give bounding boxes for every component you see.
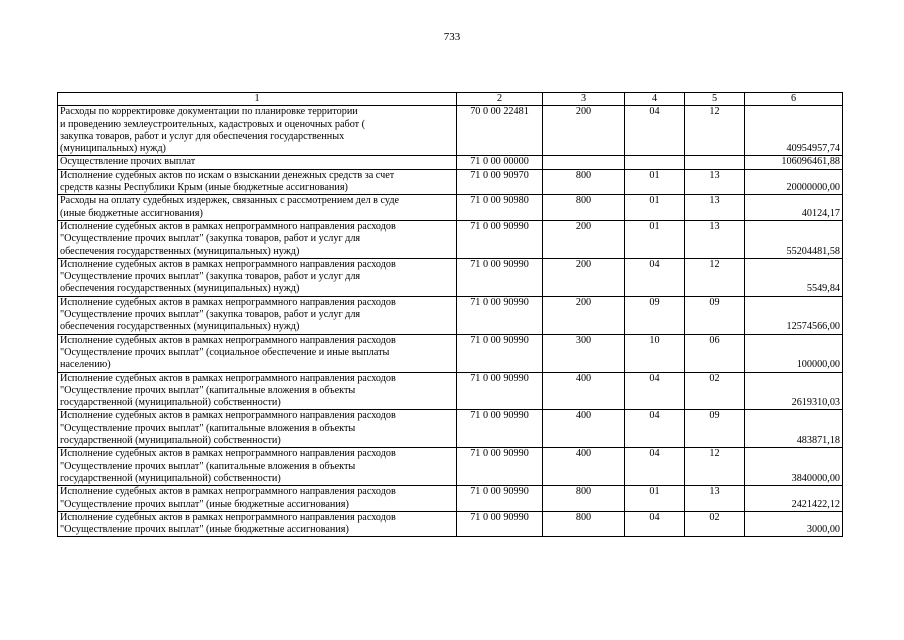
amount: 5549,84 [745, 258, 843, 296]
subsection-code: 09 [685, 410, 745, 448]
description-line: "Осуществление прочих выплат" (закупка товаров, работ и услуг для [60, 309, 361, 321]
description-line: средств казны Республики Крым (иные бюджетные ассигнования) [60, 182, 348, 194]
table-row [58, 372, 843, 410]
section-code: 04 [625, 258, 685, 296]
section-code: 04 [625, 448, 685, 486]
section-code: 01 [625, 486, 685, 512]
description-line: Осуществление прочих выплат [60, 156, 196, 168]
description-line: Исполнение судебных актов по искам о взыскании денежных средств за счет [60, 169, 395, 181]
header-cell-4: 4 [625, 93, 685, 106]
description-line: "Осуществление прочих выплат" (закупка товаров, работ и услуг для [60, 271, 361, 283]
subsection-code: 02 [685, 511, 745, 537]
section-code: 04 [625, 410, 685, 448]
subsection-code: 09 [685, 296, 745, 334]
description-line: "Осуществление прочих выплат" (капитальные вложения в объекты [60, 460, 356, 472]
description-line: обеспечения государственных (муниципальных) нужд) [60, 245, 300, 257]
table-row [58, 448, 843, 486]
description-line: Исполнение судебных актов в рамках непрограммного направления расходов [60, 372, 396, 384]
description-line: Исполнение судебных актов в рамках непрограммного направления расходов [60, 334, 396, 346]
target-article-code: 71 0 00 90990 [457, 448, 543, 486]
target-article-code: 71 0 00 90990 [457, 372, 543, 410]
amount: 483871,18 [745, 410, 843, 448]
expense-type-code [543, 156, 625, 169]
expense-description [58, 372, 457, 410]
description-line: Расходы по корректировке документации по планировке территории [60, 106, 358, 118]
target-article-code: 71 0 00 90980 [457, 195, 543, 221]
table-row [58, 296, 843, 334]
subsection-code: 13 [685, 169, 745, 195]
description-line: Расходы на оплату судебных издержек, связанных с рассмотрением дел в суде [60, 195, 400, 207]
description-line: "Осуществление прочих выплат" (иные бюджетные ассигнования) [60, 524, 349, 536]
table-row [58, 410, 843, 448]
description-line: Исполнение судебных актов в рамках непрограммного направления расходов [60, 448, 396, 460]
target-article-code: 71 0 00 90990 [457, 296, 543, 334]
table-row [58, 156, 843, 169]
expense-description [58, 296, 457, 334]
amount: 2421422,12 [745, 486, 843, 512]
section-code: 01 [625, 169, 685, 195]
expense-type-code: 800 [543, 486, 625, 512]
expense-type-code: 400 [543, 372, 625, 410]
target-article-code: 71 0 00 90990 [457, 220, 543, 258]
expense-type-code: 400 [543, 410, 625, 448]
description-line: Исполнение судебных актов в рамках непрограммного направления расходов [60, 296, 396, 308]
expense-description [58, 156, 457, 169]
expense-type-code: 400 [543, 448, 625, 486]
expense-type-code: 200 [543, 106, 625, 156]
description-line: "Осуществление прочих выплат" (капитальные вложения в объекты [60, 384, 356, 396]
header-cell-3: 3 [543, 93, 625, 106]
amount: 106096461,88 [745, 156, 843, 169]
expense-description [58, 169, 457, 195]
section-code: 09 [625, 296, 685, 334]
target-article-code: 71 0 00 00000 [457, 156, 543, 169]
description-line: закупка товаров, работ и услуг для обеспечения государственных [60, 130, 345, 142]
amount: 12574566,00 [745, 296, 843, 334]
header-cell-6: 6 [745, 93, 843, 106]
section-code: 01 [625, 220, 685, 258]
expense-description [58, 258, 457, 296]
target-article-code: 71 0 00 90970 [457, 169, 543, 195]
description-line: "Осуществление прочих выплат" (иные бюджетные ассигнования) [60, 498, 349, 510]
header-cell-2: 2 [457, 93, 543, 106]
table-row [58, 486, 843, 512]
expense-type-code: 800 [543, 169, 625, 195]
section-code: 04 [625, 511, 685, 537]
subsection-code: 06 [685, 334, 745, 372]
subsection-code: 13 [685, 486, 745, 512]
section-code [625, 156, 685, 169]
expense-description [58, 334, 457, 372]
header-cell-1: 1 [58, 93, 457, 106]
subsection-code [685, 156, 745, 169]
expense-description [58, 106, 457, 156]
expense-type-code: 300 [543, 334, 625, 372]
amount: 2619310,03 [745, 372, 843, 410]
subsection-code: 13 [685, 220, 745, 258]
subsection-code: 12 [685, 258, 745, 296]
description-line: Исполнение судебных актов в рамках непрограммного направления расходов [60, 258, 396, 270]
header-row [58, 93, 843, 106]
amount: 55204481,58 [745, 220, 843, 258]
description-line: Исполнение судебных актов в рамках непрограммного направления расходов [60, 220, 396, 232]
section-code: 04 [625, 106, 685, 156]
page-number: 733 [443, 31, 461, 43]
amount: 40124,17 [745, 195, 843, 221]
description-line: "Осуществление прочих выплат" (социальное обеспечение и иные выплаты [60, 346, 390, 358]
description-line: и проведению землеустроительных, кадастровых и оценочных работ ( [60, 118, 366, 130]
subsection-code: 02 [685, 372, 745, 410]
amount: 100000,00 [745, 334, 843, 372]
table-row [58, 511, 843, 537]
description-line: государственной (муниципальной) собственности) [60, 472, 281, 484]
expense-description [58, 486, 457, 512]
table-row [58, 258, 843, 296]
table-body [58, 93, 843, 537]
expense-description [58, 410, 457, 448]
description-line: (иные бюджетные ассигнования) [60, 207, 203, 219]
budget-table [57, 92, 843, 537]
target-article-code: 71 0 00 90990 [457, 334, 543, 372]
description-line: государственной (муниципальной) собственности) [60, 435, 281, 447]
target-article-code: 70 0 00 22481 [457, 106, 543, 156]
description-line: "Осуществление прочих выплат" (капитальные вложения в объекты [60, 422, 356, 434]
description-line: Исполнение судебных актов в рамках непрограммного направления расходов [60, 410, 396, 422]
description-line: обеспечения государственных (муниципальных) нужд) [60, 321, 300, 333]
expense-type-code: 200 [543, 258, 625, 296]
description-line: Исполнение судебных актов в рамках непрограммного направления расходов [60, 486, 396, 498]
description-line: Исполнение судебных актов в рамках непрограммного направления расходов [60, 511, 396, 523]
section-code: 01 [625, 195, 685, 221]
description-line: обеспечения государственных (муниципальных) нужд) [60, 283, 300, 295]
expense-type-code: 200 [543, 220, 625, 258]
target-article-code: 71 0 00 90990 [457, 486, 543, 512]
table-row [58, 195, 843, 221]
table-row [58, 334, 843, 372]
expense-type-code: 800 [543, 195, 625, 221]
table-row [58, 220, 843, 258]
header-cell-5: 5 [685, 93, 745, 106]
expense-type-code: 800 [543, 511, 625, 537]
description-line: населению) [60, 359, 111, 371]
description-line: государственной (муниципальной) собственности) [60, 397, 281, 409]
expense-description [58, 448, 457, 486]
table-row [58, 169, 843, 195]
amount: 3000,00 [745, 511, 843, 537]
amount: 20000000,00 [745, 169, 843, 195]
target-article-code: 71 0 00 90990 [457, 410, 543, 448]
amount: 40954957,74 [745, 106, 843, 156]
amount: 3840000,00 [745, 448, 843, 486]
expense-type-code: 200 [543, 296, 625, 334]
section-code: 04 [625, 372, 685, 410]
subsection-code: 12 [685, 106, 745, 156]
target-article-code: 71 0 00 90990 [457, 511, 543, 537]
target-article-code: 71 0 00 90990 [457, 258, 543, 296]
section-code: 10 [625, 334, 685, 372]
expense-description [58, 220, 457, 258]
description-line: (муниципальных) нужд) [60, 143, 166, 155]
subsection-code: 13 [685, 195, 745, 221]
table-row [58, 106, 843, 156]
description-line: "Осуществление прочих выплат" (закупка товаров, работ и услуг для [60, 233, 361, 245]
subsection-code: 12 [685, 448, 745, 486]
expense-description [58, 195, 457, 221]
expense-description [58, 511, 457, 537]
